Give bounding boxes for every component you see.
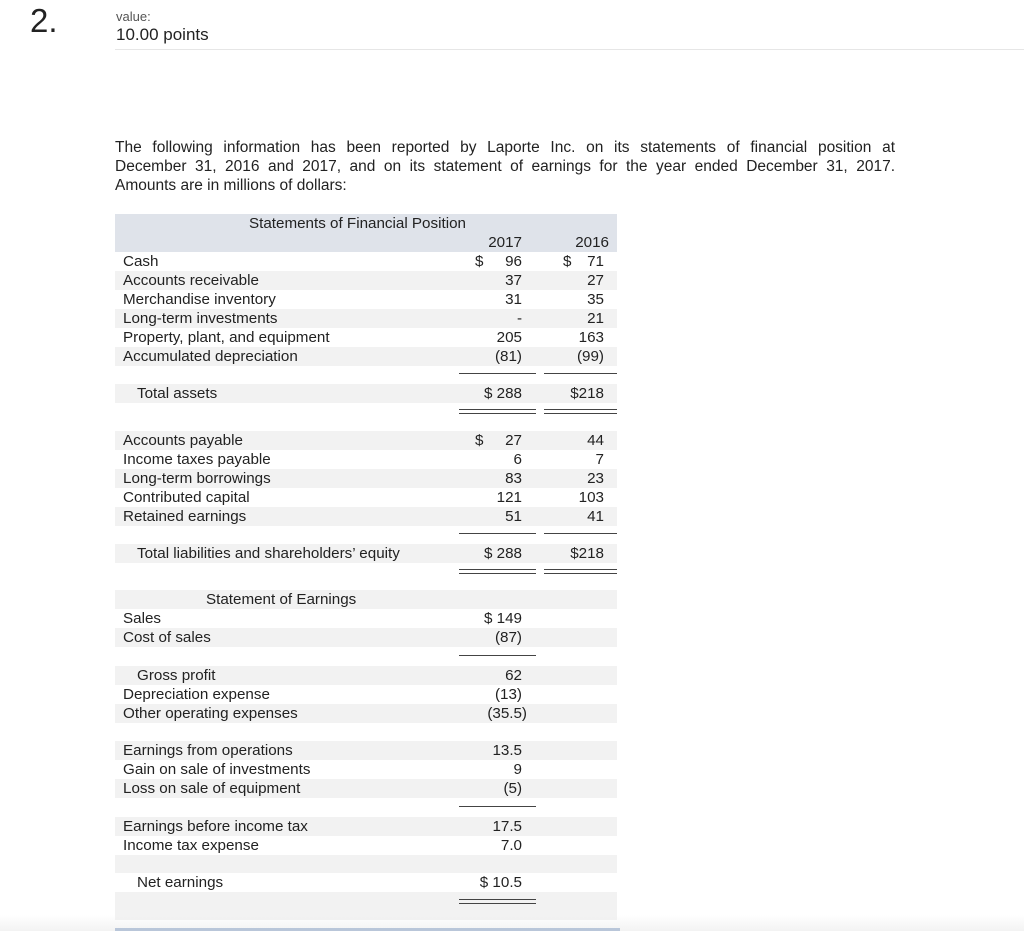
table-row xyxy=(115,817,617,836)
value-2017: $ 288 xyxy=(483,545,522,562)
table-row xyxy=(115,741,617,760)
table-row xyxy=(115,347,617,366)
row-label: Accumulated depreciation xyxy=(123,348,298,365)
table-row xyxy=(115,760,617,779)
spacer-row xyxy=(115,855,617,873)
subtotal-line xyxy=(459,533,536,534)
table-row xyxy=(115,628,617,647)
value-2016: 21 xyxy=(587,310,604,327)
intro-line-3: Amounts are in millions of dollars: xyxy=(115,177,347,194)
table-row xyxy=(115,488,617,507)
value-2017: (13) xyxy=(494,686,522,703)
total-liabilities-row xyxy=(115,544,617,563)
question-number: 2. xyxy=(30,2,58,39)
value-2017: $ 10.5 xyxy=(479,874,522,891)
row-label: Income taxes payable xyxy=(123,451,271,468)
value-2016: 27 xyxy=(587,272,604,289)
table-row xyxy=(115,431,617,450)
double-underline xyxy=(459,409,536,410)
subtotal-line xyxy=(459,373,536,374)
value-2017: 31 xyxy=(505,291,522,308)
subtotal-line xyxy=(544,373,617,374)
row-label: Contributed capital xyxy=(123,489,250,506)
row-label: Accounts payable xyxy=(123,432,243,449)
table-row xyxy=(115,507,617,526)
row-label: Earnings before income tax xyxy=(123,818,308,835)
double-underline xyxy=(459,413,536,414)
double-underline xyxy=(459,899,536,900)
double-underline xyxy=(544,409,617,410)
value-2016: 103 xyxy=(578,489,604,506)
value-2017: 7.0 xyxy=(500,837,522,854)
row-label: Long-term investments xyxy=(123,310,278,327)
table-row xyxy=(115,704,617,723)
value-2017: $ 149 xyxy=(483,610,522,627)
value-2017: 37 xyxy=(505,272,522,289)
header-divider xyxy=(115,49,1024,50)
value-2017: 27 xyxy=(505,432,522,449)
points-value: 10.00 points xyxy=(116,25,209,44)
value-2017: 205 xyxy=(496,329,522,346)
row-label: Net earnings xyxy=(137,874,224,891)
double-underline xyxy=(459,573,536,574)
table-row xyxy=(115,309,617,328)
sfp-title-row xyxy=(115,214,617,233)
value-2016: $218 xyxy=(570,385,604,402)
value-2016: 7 xyxy=(595,451,604,468)
value-2017: 51 xyxy=(505,508,522,525)
value-2017: 13.5 xyxy=(492,742,522,759)
sfp-title: Statements of Financial Position xyxy=(249,215,466,232)
row-label: Gain on sale of investments xyxy=(123,761,311,778)
intro-text xyxy=(115,138,895,195)
value-2016: 23 xyxy=(587,470,604,487)
value-2017: (81) xyxy=(494,348,522,365)
value-2016: 71 xyxy=(587,253,604,270)
value-2016: 44 xyxy=(587,432,604,449)
table-row xyxy=(115,290,617,309)
double-underline xyxy=(459,903,536,904)
value-2016: 41 xyxy=(587,508,604,525)
net-earnings-row xyxy=(115,873,617,892)
row-label: Long-term borrowings xyxy=(123,470,271,487)
table-row xyxy=(115,609,617,628)
value-2017: (35.5) xyxy=(487,705,527,722)
total-assets-row xyxy=(115,384,617,403)
value-2016: 35 xyxy=(587,291,604,308)
double-underline xyxy=(544,569,617,570)
row-label: Gross profit xyxy=(137,667,216,684)
table-row xyxy=(115,666,617,685)
row-label: Depreciation expense xyxy=(123,686,270,703)
value-2016: $218 xyxy=(570,545,604,562)
value-2017: 9 xyxy=(513,761,522,778)
value-2017: - xyxy=(516,310,522,327)
row-label: Total assets xyxy=(137,385,218,402)
row-label: Sales xyxy=(123,610,161,627)
row-label: Loss on sale of equipment xyxy=(123,780,301,797)
table-row xyxy=(115,252,617,271)
intro-line-2: December 31, 2016 and 2017, and on its statement of earnings for the year ended December 31, 2017. xyxy=(115,158,895,175)
value-2017: (87) xyxy=(494,629,522,646)
double-underline xyxy=(544,413,617,414)
value-2016: 163 xyxy=(578,329,604,346)
col-2016-header: 2016 xyxy=(575,234,609,251)
value-2016: (99) xyxy=(576,348,604,365)
row-label: Cash xyxy=(123,253,159,270)
value-2017: $ 288 xyxy=(483,385,522,402)
row-label: Income tax expense xyxy=(123,837,259,854)
value-2017: 96 xyxy=(505,253,522,270)
double-underline xyxy=(544,573,617,574)
row-label: Total liabilities and shareholders’ equity xyxy=(137,545,400,562)
table-row xyxy=(115,328,617,347)
row-label: Merchandise inventory xyxy=(123,291,276,308)
table-row xyxy=(115,469,617,488)
value-2017: 121 xyxy=(496,489,522,506)
row-label: Earnings from operations xyxy=(123,742,293,759)
value-2017: 17.5 xyxy=(492,818,522,835)
soe-title-row xyxy=(115,590,617,609)
subtotal-line xyxy=(544,533,617,534)
row-label: Retained earnings xyxy=(123,508,247,525)
table-row xyxy=(115,685,617,704)
table-row xyxy=(115,271,617,290)
double-underline xyxy=(459,569,536,570)
row-label: Other operating expenses xyxy=(123,705,298,722)
value-2017: (5) xyxy=(503,780,522,797)
value-2017: 83 xyxy=(505,470,522,487)
value-2017: 6 xyxy=(513,451,522,468)
soe-title: Statement of Earnings xyxy=(206,591,357,608)
intro-line-1: The following information has been reported by Laporte Inc. on its statements of financial position at xyxy=(115,139,895,156)
value-label: value: xyxy=(116,9,151,24)
table-row xyxy=(115,450,617,469)
col-2017-header: 2017 xyxy=(488,234,522,251)
sfp-year-row xyxy=(115,233,617,252)
subtotal-line xyxy=(459,655,536,656)
row-label: Property, plant, and equipment xyxy=(123,329,330,346)
row-label: Cost of sales xyxy=(123,629,211,646)
dollar-sign: $ xyxy=(475,432,484,449)
value-2017: 62 xyxy=(505,667,522,684)
table-row xyxy=(115,836,617,855)
subtotal-line xyxy=(459,806,536,807)
row-label: Accounts receivable xyxy=(123,272,259,289)
dollar-sign: $ xyxy=(475,253,484,270)
dollar-sign: $ xyxy=(563,253,572,270)
table-row xyxy=(115,779,617,798)
